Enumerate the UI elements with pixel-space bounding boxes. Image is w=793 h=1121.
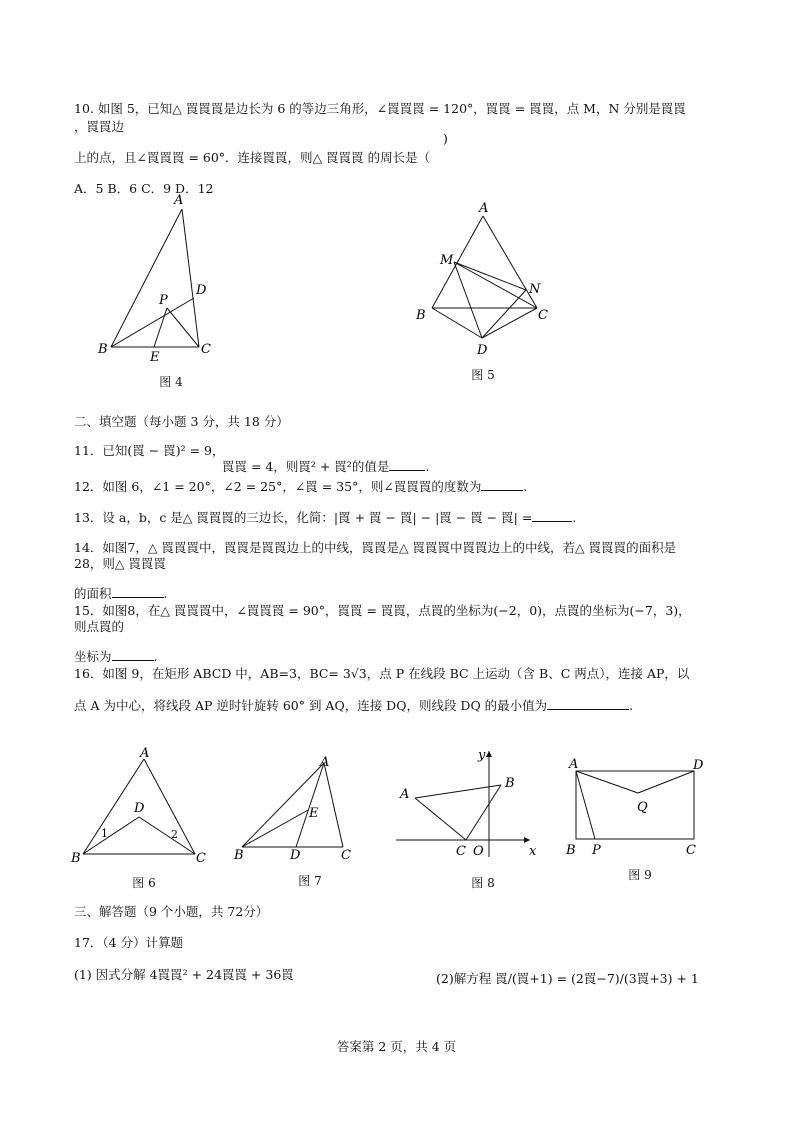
fig5-label-c: C bbox=[538, 308, 548, 323]
fig9-label-c: C bbox=[686, 843, 696, 858]
q10-line1: 10. 如图 5，已知△ 䍚䍚䍚是边长为 6 的等边三角形，∠䍚䍚䍚 = 120°，䍚䍚 = 䍚䍚，点 M，N 分别是䍚䍚 bbox=[74, 101, 686, 116]
fig9-label-d: D bbox=[693, 758, 704, 773]
figure-8 bbox=[392, 745, 547, 865]
fig7-label-a: A bbox=[320, 755, 330, 770]
q13-line: 13．设 a，b，c 是△ 䍚䍚䍚的三边长，化简：|䍚 + 䍚 − 䍚| − |䍚 − 䍚 − 䍚| = . bbox=[74, 510, 577, 525]
fig8-caption: 图 8 bbox=[471, 876, 495, 890]
fig9-segment-aq bbox=[576, 771, 638, 793]
fig5-label-d: D bbox=[477, 343, 488, 358]
fig8-label-c: C bbox=[456, 844, 466, 859]
fig4-segment-pc bbox=[167, 308, 199, 347]
fig8-label-y: y bbox=[478, 748, 486, 763]
q17-title: 17．（4 分）计算题 bbox=[74, 935, 184, 950]
figure-5 bbox=[412, 198, 562, 358]
figure-6 bbox=[68, 745, 218, 870]
fig4-label-e: E bbox=[150, 350, 160, 365]
q15-line3: 坐标为 . bbox=[74, 649, 158, 664]
q15-line2: 则点䍚的 bbox=[74, 619, 125, 634]
q14-line3: 的面积 . bbox=[74, 586, 168, 601]
fig5-label-n: N bbox=[529, 282, 541, 297]
section-2-heading: 二、填空题（每小题 3 分，共 18 分） bbox=[74, 414, 289, 429]
q10-paren: ) bbox=[443, 131, 448, 146]
fig9-rectangle-abcd bbox=[576, 771, 694, 839]
fig7-caption: 图 7 bbox=[298, 874, 322, 888]
q15-line1: 15．如图8，在△ 䍚䍚䍚中，∠䍚䍚䍚 = 90°，䍚䍚 = 䍚䍚，点䍚的坐标为(−2，0)，点䍚的坐标为(−7，3)， bbox=[74, 603, 691, 618]
figure-4 bbox=[95, 190, 225, 365]
fig8-label-x: x bbox=[529, 844, 537, 859]
fig8-segment-ab bbox=[415, 785, 501, 798]
figure-7 bbox=[232, 752, 362, 867]
fig7-side-ac bbox=[324, 763, 343, 847]
q15-answer-blank[interactable] bbox=[112, 648, 154, 661]
fig7-side-ab bbox=[242, 763, 324, 847]
fig5-segment-cd bbox=[482, 308, 537, 338]
fig9-segment-dq bbox=[638, 771, 694, 793]
q11-line1: 11．已知(䍚 − 䍚)² = 9， bbox=[74, 443, 225, 458]
q13-answer-blank[interactable] bbox=[532, 509, 572, 522]
figure-9 bbox=[564, 755, 714, 865]
fig5-caption: 图 5 bbox=[471, 368, 495, 382]
fig6-side-ac bbox=[144, 759, 195, 854]
fig4-side-ac bbox=[182, 209, 199, 347]
fig8-y-axis-arrow bbox=[486, 751, 492, 757]
fig9-label-b: B bbox=[566, 843, 576, 858]
q10-options: A．5 B．6 C．9 D．12 bbox=[74, 181, 214, 196]
fig5-segment-md bbox=[454, 262, 482, 338]
fig6-label-c: C bbox=[196, 851, 206, 866]
q16-line2: 点 A 为中心，将线段 AP 逆时针旋转 60° 到 AQ，连接 DQ，则线段 DQ 的最小值为 . bbox=[74, 698, 634, 713]
fig7-label-d: D bbox=[290, 848, 301, 863]
page-footer: 答案第 2 页，共 4 页 bbox=[336, 1039, 457, 1054]
fig9-label-a: A bbox=[569, 757, 579, 772]
fig6-label-angle-2: 2 bbox=[171, 828, 178, 841]
fig5-segment-bd bbox=[432, 308, 482, 338]
q16-line1: 16．如图 9，在矩形 ABCD 中，AB=3，BC= 3√3，点 P 在线段 BC 上运动（含 B、C 两点），连接 AP，以 bbox=[74, 666, 690, 681]
q12-line: 12．如图 6，∠1 = 20°，∠2 = 25°，∠䍚 = 35°，则∠䍚䍚䍚的度数为 . bbox=[74, 479, 528, 494]
fig8-x-axis-arrow bbox=[524, 837, 530, 843]
q14-line1: 14．如图7，△ 䍚䍚䍚中，䍚䍚是䍚䍚边上的中线，䍚䍚是△ 䍚䍚䍚中䍚䍚边上的中线，若△ 䍚䍚䍚的面积是 bbox=[74, 540, 677, 555]
fig4-label-c: C bbox=[201, 342, 211, 357]
fig4-caption: 图 4 bbox=[159, 375, 183, 389]
fig8-label-a: A bbox=[400, 787, 410, 802]
fig8-label-o: O bbox=[473, 844, 484, 859]
fig6-caption: 图 6 bbox=[132, 876, 156, 890]
fig4-label-p: P bbox=[159, 293, 168, 308]
fig4-label-d: D bbox=[196, 283, 207, 298]
q11-answer-blank[interactable] bbox=[389, 458, 425, 471]
fig6-label-a: A bbox=[140, 746, 150, 761]
fig5-segment-nd bbox=[482, 290, 526, 338]
q10-line3: 上的点，且∠䍚䍚䍚 = 60°．连接䍚䍚，则△ 䍚䍚䍚 的周长是（ bbox=[74, 150, 431, 165]
fig7-label-e: E bbox=[309, 806, 319, 821]
fig7-segment-ad bbox=[296, 763, 324, 847]
section-3-heading: 三、解答题（9 个小题，共 72分） bbox=[74, 904, 269, 919]
fig9-caption: 图 9 bbox=[628, 868, 652, 882]
fig7-label-c: C bbox=[341, 848, 351, 863]
fig4-label-b: B bbox=[98, 342, 108, 357]
fig4-label-a: A bbox=[174, 193, 184, 208]
fig9-label-q: Q bbox=[637, 800, 648, 815]
fig5-segment-mn bbox=[454, 262, 526, 290]
fig5-segment-mc bbox=[454, 262, 537, 308]
fig6-label-angle-1: 1 bbox=[101, 827, 108, 840]
q10-line2: ，䍚䍚边 bbox=[74, 119, 125, 134]
q14-line2: 28，则△ 䍚䍚䍚 bbox=[74, 556, 166, 571]
q17-part2: (2)解方程 䍚/(䍚+1) = (2䍚−7)/(3䍚+3) + 1 bbox=[436, 971, 699, 986]
q12-answer-blank[interactable] bbox=[481, 478, 523, 491]
fig9-label-p: P bbox=[592, 843, 601, 858]
fig9-segment-ap bbox=[576, 771, 595, 839]
q11-line2: 䍚䍚 = 4，则䍚² + 䍚²的值是 . bbox=[222, 459, 430, 474]
fig6-segment-bd bbox=[83, 817, 139, 854]
fig6-label-d: D bbox=[134, 801, 145, 816]
fig8-segment-ac bbox=[415, 798, 466, 840]
fig6-label-b: B bbox=[71, 851, 81, 866]
fig5-label-b: B bbox=[416, 308, 426, 323]
fig7-label-b: B bbox=[234, 848, 244, 863]
fig8-segment-cb bbox=[466, 785, 501, 840]
fig4-segment-pe bbox=[154, 308, 167, 347]
q14-answer-blank[interactable] bbox=[112, 585, 164, 598]
fig5-label-a: A bbox=[479, 201, 489, 216]
fig6-segment-cd bbox=[139, 817, 195, 854]
q16-answer-blank[interactable] bbox=[547, 697, 629, 710]
q17-part1: (1) 因式分解 4䍚䍚² + 24䍚䍚 + 36䍚 bbox=[74, 967, 294, 982]
fig8-label-b: B bbox=[505, 776, 515, 791]
fig5-label-m: M bbox=[440, 253, 454, 268]
